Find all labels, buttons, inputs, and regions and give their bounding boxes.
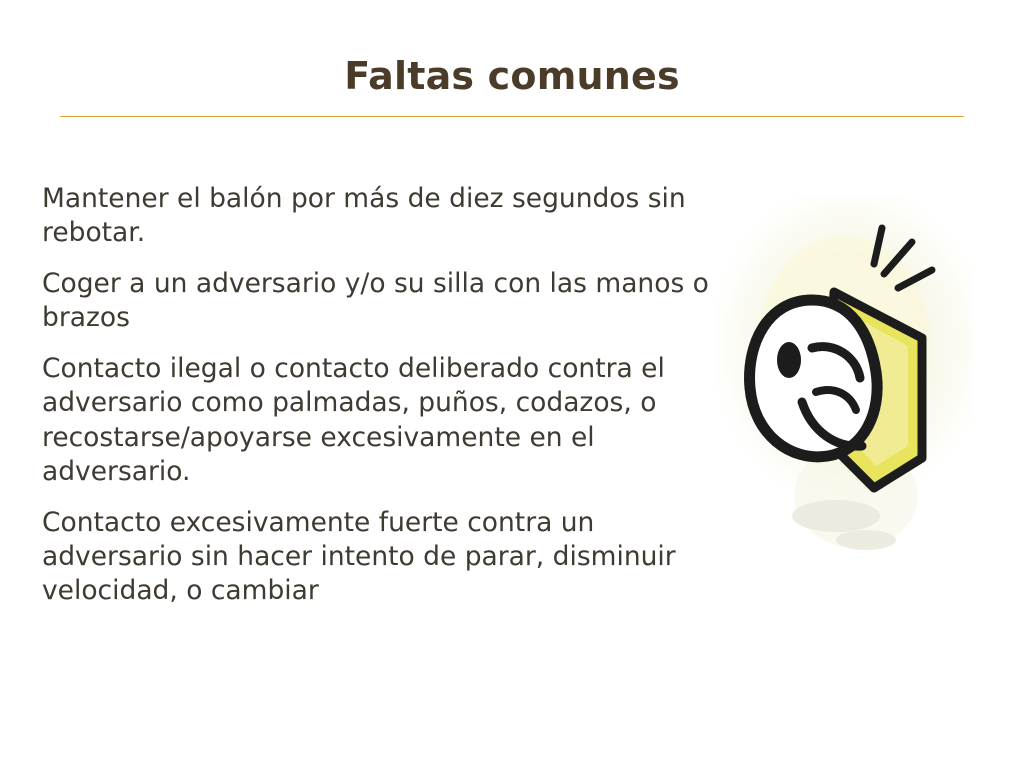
- whistle-icon: [716, 196, 972, 586]
- body-paragraph: Coger a un adversario y/o su silla con las manos o brazos: [42, 267, 709, 334]
- body-paragraph: Contacto excesivamente fuerte contra un adversario sin hacer intento de parar, disminuir velocidad, o cambiar: [42, 506, 676, 607]
- whistle-and-hand-illustration: [716, 196, 972, 586]
- slide-body: [42, 182, 712, 609]
- title-divider: [60, 116, 964, 117]
- body-paragraph: Contacto ilegal o contacto deliberado contra el adversario como palmadas, puños, codazos, o recostarse/apoyarse excesivamente en el adversario.: [42, 352, 665, 488]
- body-paragraph: Mantener el balón por más de diez segundos sin rebotar.: [42, 183, 686, 249]
- page-title: Faltas comunes: [344, 54, 680, 98]
